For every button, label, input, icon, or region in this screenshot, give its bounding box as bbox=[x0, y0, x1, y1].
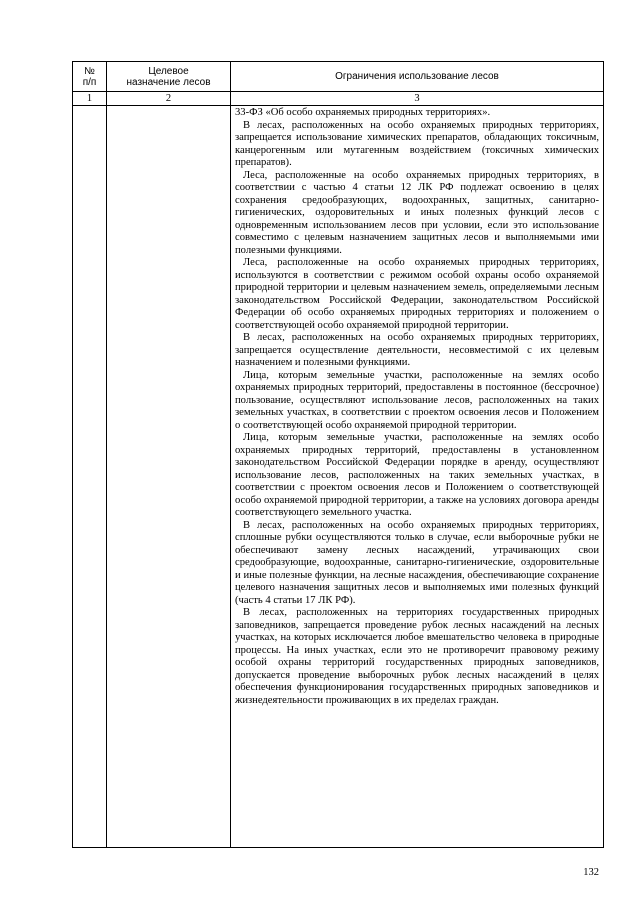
row-restrictions-cell bbox=[231, 106, 604, 848]
restriction-paragraph: Леса, расположенные на особо охраняемых природных территориях, используются в соответствии с режимом особой охраны особо охраняемой природной территории и целевым назначением земель, определяемыми лесным законодательством Российской Федерации, законодательством Российской Федерации об особо охраняемых природных территориях и положением о соответствующей особо охраняемой природной территории. bbox=[235, 257, 599, 331]
restriction-paragraph: Леса, расположенные на особо охраняемых природных территориях, в соответствии с частью 4 статьи 12 ЛК РФ подлежат освоению в целях сохранения средообразующих, водоохранных, защитных, санитарно-гигиенических, оздоровительных и иных полезных функций лесов с одновременным использованием лесов при условии, если это использование совместимо с целевым назначением защитных лесов и выполняемыми ими полезными функциями. bbox=[235, 169, 599, 256]
header-number bbox=[73, 62, 107, 92]
row-number-cell bbox=[73, 106, 107, 848]
header-restrictions bbox=[231, 62, 604, 92]
restriction-paragraph: Лица, которым земельные участки, расположенные на землях особо охраняемых природных территорий, предоставлены в постоянное (бессрочное) пользование, осуществляют использование лесов, расположенных на таких земельных участках, в соответствии с проектом освоения лесов и Положением о соответствующей особо охраняемой природной территории. bbox=[235, 369, 599, 431]
restriction-paragraph: В лесах, расположенных на особо охраняемых природных территориях, сплошные рубки осуществляются только в случае, если выборочные рубки не обеспечивают замену лесных насаждений, утрачивающих свои средообразующие, водоохранные, санитарно-гигиенические, оздоровительные и иные полезные функции, на лесные насаждения, обеспечивающие сохранение целевого назначения защитных лесов и выполняемых ими полезных функций (часть 4 статьи 17 ЛК РФ). bbox=[235, 519, 599, 606]
restriction-paragraph: 33-ФЗ «Об особо охраняемых природных территориях». bbox=[235, 107, 491, 118]
restrictions-table bbox=[72, 61, 604, 848]
restriction-paragraph: Лица, которым земельные участки, расположенные на землях особо охраняемых природных территорий, предоставлены в установленном законодательством Российской Федерации порядке в аренду, осуществляют использование лесов, расположенных на таких земельных участках, в соответствии с проектом освоения лесов и Положением о соответствующей особо охраняемой природной территории, а также на условиях договора аренды соответствующего земельного участка. bbox=[235, 432, 599, 518]
restriction-paragraph: В лесах, расположенных на особо охраняемых природных территориях, запрещается использование химических препаратов, обладающих токсичным, канцерогенным или мутагенным воздействием (токсичных химических препаратов). bbox=[235, 119, 599, 168]
header-purpose-line1: Целевое bbox=[148, 65, 189, 77]
header-number-line1: № bbox=[84, 65, 95, 77]
restriction-paragraph: В лесах, расположенных на особо охраняемых природных территориях, запрещается осуществление деятельности, несовместимой с их целевым назначением и полезными функциями. bbox=[235, 332, 599, 368]
page-number: 132 bbox=[583, 867, 599, 878]
column-index-row bbox=[73, 92, 604, 106]
header-restrictions-label: Ограничения использование лесов bbox=[335, 71, 499, 82]
table-row bbox=[73, 106, 604, 848]
header-number-line2: п/п bbox=[82, 76, 97, 88]
row-purpose-cell bbox=[107, 106, 231, 848]
header-purpose bbox=[107, 62, 231, 92]
column-index-1: 1 bbox=[73, 92, 107, 106]
header-purpose-line2: назначение лесов bbox=[126, 76, 211, 88]
column-index-3: 3 bbox=[231, 92, 604, 106]
column-index-2: 2 bbox=[107, 92, 231, 106]
restriction-paragraph: В лесах, расположенных на территориях государственных природных заповедников, запрещается проведение рубок лесных насаждений на лесных участках, на которых исключается любое вмешательство человека в природные процессы. На иных участках, если это не противоречит правовому режиму особой охраны территорий государственных природных заповедников, допускается проведение выборочных рубок лесных насаждений в целях обеспечения функционирования государственных природных заповедников и жизнедеятельности проживающих в их пределах граждан. bbox=[235, 607, 599, 706]
table-header-row bbox=[73, 62, 604, 92]
